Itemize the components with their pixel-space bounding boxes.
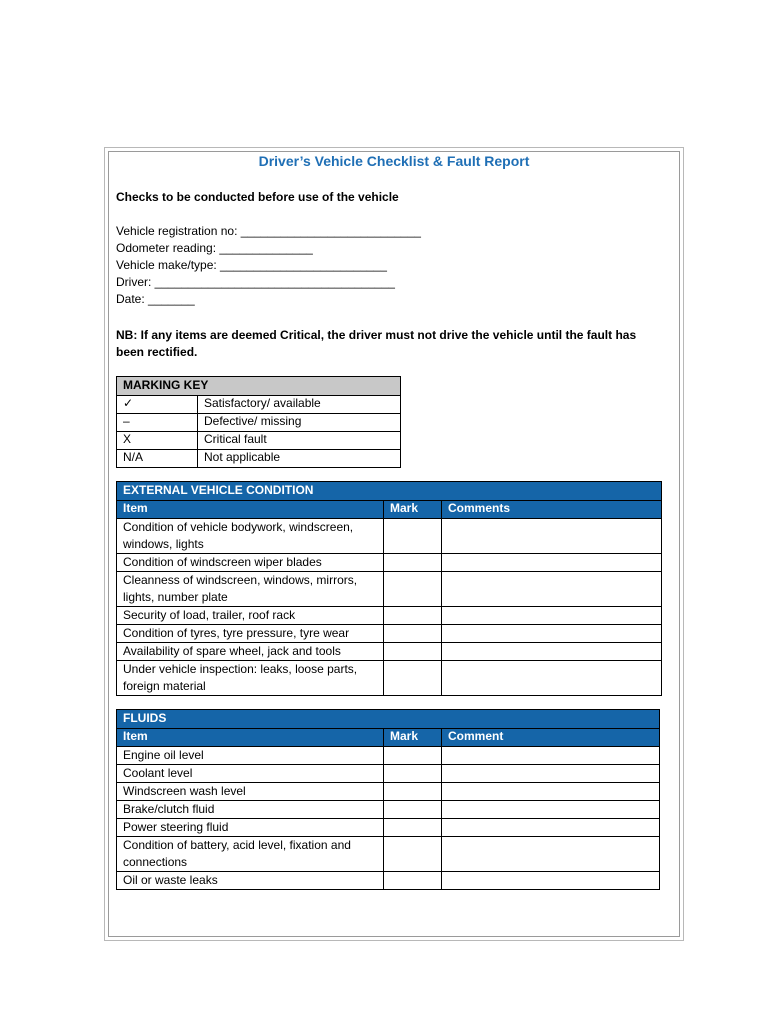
col-item: Item	[117, 729, 384, 747]
table-row	[117, 837, 660, 872]
item-cell: Under vehicle inspection: leaks, loose parts, foreign material	[117, 661, 384, 696]
comment-cell[interactable]	[442, 572, 662, 607]
table-row	[117, 872, 660, 890]
comment-cell[interactable]	[442, 519, 662, 554]
key-meaning: Critical fault	[198, 432, 401, 450]
mark-cell[interactable]	[384, 783, 442, 801]
comment-cell[interactable]	[442, 554, 662, 572]
table-row	[117, 643, 662, 661]
key-symbol: ✓	[117, 396, 198, 414]
item-cell: Condition of vehicle bodywork, windscreen, windows, lights	[117, 519, 384, 554]
item-cell: Condition of tyres, tyre pressure, tyre wear	[117, 625, 384, 643]
marking-key-heading: MARKING KEY	[117, 377, 401, 396]
col-item: Item	[117, 501, 384, 519]
mark-cell[interactable]	[384, 837, 442, 872]
item-cell: Engine oil level	[117, 747, 384, 765]
key-meaning: Defective/ missing	[198, 414, 401, 432]
key-symbol: –	[117, 414, 198, 432]
odometer-field: Odometer reading: ______________	[116, 241, 313, 255]
comment-cell[interactable]	[442, 783, 660, 801]
comment-cell[interactable]	[442, 661, 662, 696]
comment-cell[interactable]	[442, 643, 662, 661]
mark-cell[interactable]	[384, 819, 442, 837]
date-field: Date: _______	[116, 292, 195, 306]
table-row	[117, 607, 662, 625]
table-row	[117, 554, 662, 572]
marking-key-table	[116, 376, 401, 468]
driver-field: Driver: ____________________________________	[116, 275, 395, 289]
col-comment: Comment	[442, 729, 660, 747]
item-cell: Windscreen wash level	[117, 783, 384, 801]
mark-cell[interactable]	[384, 801, 442, 819]
mark-cell[interactable]	[384, 872, 442, 890]
key-row	[117, 450, 401, 468]
item-cell: Security of load, trailer, roof rack	[117, 607, 384, 625]
vehicle-registration-field: Vehicle registration no: ___________________________	[116, 224, 421, 238]
table-row	[117, 783, 660, 801]
item-cell: Availability of spare wheel, jack and tools	[117, 643, 384, 661]
item-cell: Oil or waste leaks	[117, 872, 384, 890]
mark-cell[interactable]	[384, 765, 442, 783]
mark-cell[interactable]	[384, 625, 442, 643]
mark-cell[interactable]	[384, 643, 442, 661]
critical-note: NB: If any items are deemed Critical, the driver must not drive the vehicle until the fault has been rectified.	[116, 328, 637, 359]
key-row	[117, 396, 401, 414]
mark-cell[interactable]	[384, 661, 442, 696]
mark-cell[interactable]	[384, 747, 442, 765]
comment-cell[interactable]	[442, 625, 662, 643]
mark-cell[interactable]	[384, 572, 442, 607]
table-row	[117, 801, 660, 819]
key-meaning: Not applicable	[198, 450, 401, 468]
key-symbol: X	[117, 432, 198, 450]
table-row	[117, 765, 660, 783]
comment-cell[interactable]	[442, 837, 660, 872]
comment-cell[interactable]	[442, 607, 662, 625]
comment-cell[interactable]	[442, 765, 660, 783]
key-row	[117, 432, 401, 450]
comment-cell[interactable]	[442, 872, 660, 890]
checks-subtitle: Checks to be conducted before use of the vehicle	[116, 190, 399, 204]
comment-cell[interactable]	[442, 819, 660, 837]
table-row	[117, 819, 660, 837]
comment-cell[interactable]	[442, 747, 660, 765]
table-row	[117, 625, 662, 643]
key-row	[117, 414, 401, 432]
item-cell: Cleanness of windscreen, windows, mirrors, lights, number plate	[117, 572, 384, 607]
comment-cell[interactable]	[442, 801, 660, 819]
key-meaning: Satisfactory/ available	[198, 396, 401, 414]
key-symbol: N/A	[117, 450, 198, 468]
mark-cell[interactable]	[384, 607, 442, 625]
external-heading: EXTERNAL VEHICLE CONDITION	[117, 482, 662, 501]
col-mark: Mark	[384, 729, 442, 747]
col-comments: Comments	[442, 501, 662, 519]
item-cell: Brake/clutch fluid	[117, 801, 384, 819]
fluids-heading: FLUIDS	[117, 710, 660, 729]
mark-cell[interactable]	[384, 519, 442, 554]
item-cell: Condition of battery, acid level, fixation and connections	[117, 837, 384, 872]
vehicle-make-field: Vehicle make/type: _________________________	[116, 258, 387, 272]
fluids-table	[116, 709, 660, 890]
external-condition-table	[116, 481, 662, 696]
document-title: Driver’s Vehicle Checklist & Fault Report	[258, 153, 530, 169]
item-cell: Condition of windscreen wiper blades	[117, 554, 384, 572]
item-cell: Coolant level	[117, 765, 384, 783]
mark-cell[interactable]	[384, 554, 442, 572]
col-mark: Mark	[384, 501, 442, 519]
table-row	[117, 519, 662, 554]
item-cell: Power steering fluid	[117, 819, 384, 837]
table-row	[117, 572, 662, 607]
table-row	[117, 661, 662, 696]
table-row	[117, 747, 660, 765]
